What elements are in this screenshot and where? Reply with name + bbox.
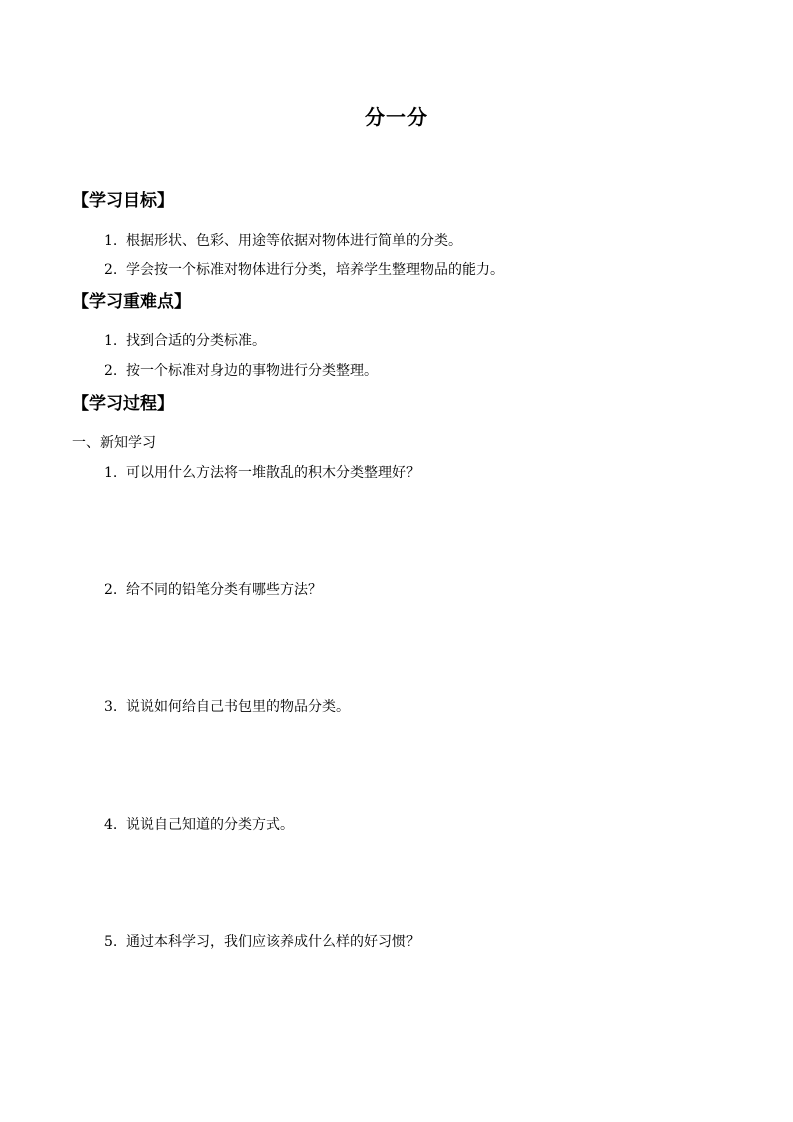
list-item-text: 根据形状、色彩、用途等依据对物体进行简单的分类。 (126, 233, 462, 249)
list-item-number: 1. (104, 233, 118, 249)
list-item-number: 2. (104, 582, 118, 598)
subheading-new-knowledge: 一、新知学习 (72, 435, 156, 451)
list-item (104, 260, 504, 280)
list-item-number: 4. (104, 817, 118, 833)
list-item-text: 给不同的铅笔分类有哪些方法？ (126, 582, 322, 598)
list-item-text: 按一个标准对身边的事物进行分类整理。 (126, 363, 378, 379)
list-item-text: 说说如何给自己书包里的物品分类。 (126, 699, 350, 715)
list-item-number: 2. (104, 262, 118, 278)
list-item-text: 找到合适的分类标准。 (126, 333, 266, 349)
list-item-number: 2. (104, 363, 118, 379)
list-item-number: 5. (104, 934, 118, 950)
list-item-number: 1. (104, 333, 118, 349)
section-heading-learning-goals: 【学习目标】 (72, 191, 174, 211)
question-item (104, 580, 322, 600)
question-item (104, 815, 294, 835)
list-item (104, 331, 266, 351)
list-item-text: 可以用什么方法将一堆散乱的积木分类整理好？ (126, 465, 420, 481)
list-item (104, 231, 462, 251)
document-title: 分一分 (365, 105, 428, 129)
list-item-number: 1. (104, 465, 118, 481)
section-heading-key-points: 【学习重难点】 (72, 292, 191, 312)
list-item-number: 3. (104, 699, 118, 715)
question-item (104, 463, 420, 483)
question-item (104, 932, 420, 952)
list-item-text: 说说自己知道的分类方式。 (126, 817, 294, 833)
list-item (104, 361, 378, 381)
section-heading-learning-process: 【学习过程】 (72, 394, 174, 414)
list-item-text: 通过本科学习，我们应该养成什么样的好习惯？ (126, 934, 420, 950)
list-item-text: 学会按一个标准对物体进行分类，培养学生整理物品的能力。 (126, 262, 504, 278)
question-item (104, 697, 350, 717)
